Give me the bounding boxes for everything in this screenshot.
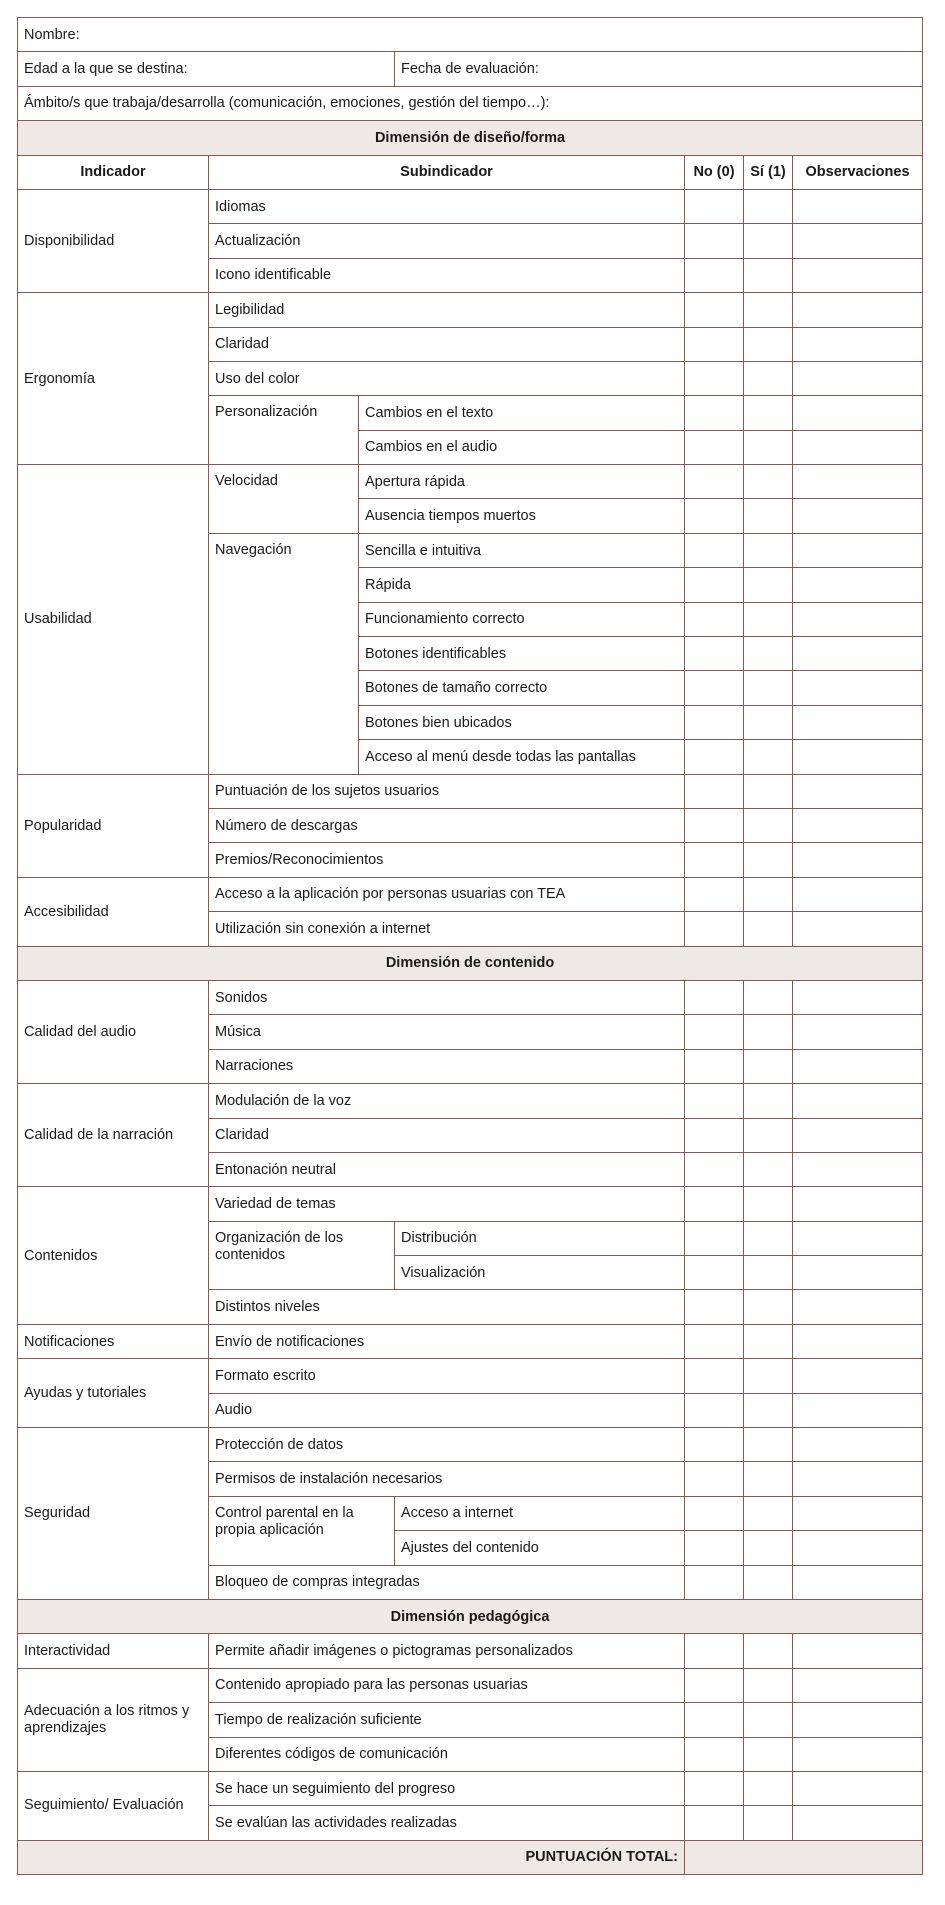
subindicator-label: Icono identificable [209,258,685,292]
subindicator-label: Distintos niveles [209,1290,685,1324]
observaciones-cell[interactable] [793,1462,923,1496]
observaciones-cell[interactable] [793,361,923,395]
observaciones-cell[interactable] [793,1221,923,1255]
observaciones-cell[interactable] [793,189,923,223]
score-no-cell[interactable] [685,1152,744,1186]
score-no-cell[interactable] [685,705,744,739]
subindicator-detail-label: Rápida [359,568,685,602]
score-no-cell[interactable] [685,189,744,223]
score-si-cell[interactable] [744,1221,793,1255]
subindicator-label: Sonidos [209,980,685,1014]
score-si-cell[interactable] [744,327,793,361]
score-si-cell[interactable] [744,1634,793,1668]
observaciones-cell[interactable] [793,1428,923,1462]
observaciones-cell[interactable] [793,843,923,877]
score-no-cell[interactable] [685,430,744,464]
subindicator-detail-label: Acceso al menú desde todas las pantallas [359,740,685,774]
observaciones-cell[interactable] [793,1634,923,1668]
score-si-cell[interactable] [744,1015,793,1049]
table-row [18,980,923,1014]
score-no-cell[interactable] [685,740,744,774]
observaciones-cell[interactable] [793,912,923,946]
score-no-cell[interactable] [685,293,744,327]
observaciones-cell[interactable] [793,568,923,602]
score-no-cell[interactable] [685,533,744,567]
score-no-cell[interactable] [685,224,744,258]
table-row [18,189,923,223]
observaciones-cell[interactable] [793,671,923,705]
score-no-cell[interactable] [685,258,744,292]
subindicator-label: Idiomas [209,189,685,223]
indicator-label: Seguimiento/ Evaluación [18,1771,209,1840]
score-si-cell[interactable] [744,1703,793,1737]
subindicator-detail-label: Visualización [395,1256,685,1290]
observaciones-cell[interactable] [793,465,923,499]
subindicator-detail-label: Botones bien ubicados [359,705,685,739]
subindicator-group-label: Personalización [209,396,359,465]
observaciones-cell[interactable] [793,1118,923,1152]
score-no-cell[interactable] [685,568,744,602]
score-si-cell[interactable] [744,430,793,464]
table-row [18,1668,923,1702]
subindicator-label: Bloqueo de compras integradas [209,1565,685,1599]
subindicator-label: Formato escrito [209,1359,685,1393]
score-si-cell[interactable] [744,671,793,705]
subindicator-label: Utilización sin conexión a internet [209,912,685,946]
observaciones-cell[interactable] [793,808,923,842]
score-si-cell[interactable] [744,843,793,877]
dimension-header: Dimensión de diseño/forma [18,121,923,155]
subindicator-label: Diferentes códigos de comunicación [209,1737,685,1771]
score-si-cell[interactable] [744,1771,793,1805]
table-row [18,1324,923,1358]
observaciones-cell[interactable] [793,1324,923,1358]
score-si-cell[interactable] [744,189,793,223]
score-si-cell[interactable] [744,1737,793,1771]
score-si-cell[interactable] [744,877,793,911]
subindicator-group-label: Navegación [209,533,359,774]
subindicator-detail-label: Distribución [395,1221,685,1255]
score-si-cell[interactable] [744,1049,793,1083]
subindicator-label: Se evalúan las actividades realizadas [209,1806,685,1840]
score-no-cell[interactable] [685,1668,744,1702]
observaciones-cell[interactable] [793,1290,923,1324]
observaciones-cell[interactable] [793,1187,923,1221]
observaciones-cell[interactable] [793,1565,923,1599]
subindicator-detail-label: Sencilla e intuitiva [359,533,685,567]
score-no-cell[interactable] [685,1084,744,1118]
score-no-cell[interactable] [685,1118,744,1152]
score-si-cell[interactable] [744,1324,793,1358]
indicator-label: Contenidos [18,1187,209,1325]
observaciones-cell[interactable] [793,258,923,292]
subindicator-label: Claridad [209,1118,685,1152]
column-header-no: No (0) [685,155,744,189]
score-no-cell[interactable] [685,1290,744,1324]
score-no-cell[interactable] [685,1359,744,1393]
subindicator-label: Acceso a la aplicación por personas usuarias con TEA [209,877,685,911]
subindicator-label: Envío de notificaciones [209,1324,685,1358]
score-si-cell[interactable] [744,1531,793,1565]
observaciones-cell[interactable] [793,293,923,327]
indicator-label: Ergonomía [18,293,209,465]
subindicator-label: Puntuación de los sujetos usuarios [209,774,685,808]
table-row [18,465,923,499]
score-si-cell[interactable] [744,808,793,842]
score-si-cell[interactable] [744,1187,793,1221]
observaciones-cell[interactable] [793,705,923,739]
observaciones-cell[interactable] [793,740,923,774]
score-si-cell[interactable] [744,258,793,292]
column-header-observaciones: Observaciones [793,155,923,189]
table-row [18,1084,923,1118]
table-row [18,1187,923,1221]
subindicator-label: Claridad [209,327,685,361]
subindicator-label: Audio [209,1393,685,1427]
score-no-cell[interactable] [685,1221,744,1255]
column-header-subindicador: Subindicador [209,155,685,189]
score-no-cell[interactable] [685,808,744,842]
subindicator-label: Variedad de temas [209,1187,685,1221]
score-si-cell[interactable] [744,396,793,430]
evaluation-form-table [17,17,923,1875]
observaciones-cell[interactable] [793,1703,923,1737]
score-no-cell[interactable] [685,877,744,911]
observaciones-cell[interactable] [793,1015,923,1049]
indicator-label: Accesibilidad [18,877,209,946]
table-row [18,1634,923,1668]
subindicator-detail-label: Botones de tamaño correcto [359,671,685,705]
indicator-label: Notificaciones [18,1324,209,1358]
score-si-cell[interactable] [744,705,793,739]
indicator-label: Popularidad [18,774,209,877]
score-no-cell[interactable] [685,1049,744,1083]
score-si-cell[interactable] [744,1290,793,1324]
score-si-cell[interactable] [744,1806,793,1840]
score-no-cell[interactable] [685,1565,744,1599]
subindicator-group-label: Velocidad [209,465,359,534]
score-si-cell[interactable] [744,637,793,671]
score-no-cell[interactable] [685,671,744,705]
score-no-cell[interactable] [685,1531,744,1565]
score-si-cell[interactable] [744,533,793,567]
subindicator-label: Entonación neutral [209,1152,685,1186]
total-value-cell[interactable] [685,1840,923,1874]
score-no-cell[interactable] [685,1771,744,1805]
observaciones-cell[interactable] [793,602,923,636]
score-no-cell[interactable] [685,465,744,499]
score-no-cell[interactable] [685,1806,744,1840]
score-no-cell[interactable] [685,499,744,533]
score-si-cell[interactable] [744,1152,793,1186]
score-si-cell[interactable] [744,1118,793,1152]
dimension-header: Dimensión pedagógica [18,1599,923,1633]
observaciones-cell[interactable] [793,774,923,808]
column-header-indicador: Indicador [18,155,209,189]
subindicator-group-label: Organización de los contenidos [209,1221,395,1290]
table-row [18,877,923,911]
observaciones-cell[interactable] [793,430,923,464]
observaciones-cell[interactable] [793,1359,923,1393]
score-no-cell[interactable] [685,1703,744,1737]
indicator-label: Adecuación a los ritmos y aprendizajes [18,1668,209,1771]
subindicator-label: Premios/Reconocimientos [209,843,685,877]
score-si-cell[interactable] [744,1668,793,1702]
subindicator-detail-label: Cambios en el texto [359,396,685,430]
score-si-cell[interactable] [744,1393,793,1427]
score-no-cell[interactable] [685,1015,744,1049]
subindicator-label: Narraciones [209,1049,685,1083]
table-row [18,1771,923,1805]
subindicator-detail-label: Botones identificables [359,637,685,671]
table-row [18,1359,923,1393]
observaciones-cell[interactable] [793,1806,923,1840]
indicator-label: Calidad del audio [18,980,209,1083]
fecha-field[interactable]: Fecha de evaluación: [395,52,923,86]
observaciones-cell[interactable] [793,1256,923,1290]
score-si-cell[interactable] [744,1496,793,1530]
observaciones-cell[interactable] [793,1152,923,1186]
score-si-cell[interactable] [744,980,793,1014]
subindicator-detail-label: Cambios en el audio [359,430,685,464]
subindicator-detail-label: Funcionamiento correcto [359,602,685,636]
score-no-cell[interactable] [685,1187,744,1221]
subindicator-label: Música [209,1015,685,1049]
table-row [18,1428,923,1462]
subindicator-label: Contenido apropiado para las personas usuarias [209,1668,685,1702]
score-si-cell[interactable] [744,912,793,946]
score-si-cell[interactable] [744,293,793,327]
score-no-cell[interactable] [685,361,744,395]
score-no-cell[interactable] [685,774,744,808]
observaciones-cell[interactable] [793,1668,923,1702]
score-no-cell[interactable] [685,1462,744,1496]
observaciones-cell[interactable] [793,1531,923,1565]
total-row [18,1840,923,1874]
subindicator-detail-label: Acceso a internet [395,1496,685,1530]
score-si-cell[interactable] [744,602,793,636]
indicator-label: Seguridad [18,1428,209,1600]
subindicator-label: Tiempo de realización suficiente [209,1703,685,1737]
score-si-cell[interactable] [744,361,793,395]
subindicator-label: Actualización [209,224,685,258]
observaciones-cell[interactable] [793,1737,923,1771]
score-si-cell[interactable] [744,740,793,774]
score-si-cell[interactable] [744,1565,793,1599]
subindicator-label: Protección de datos [209,1428,685,1462]
score-no-cell[interactable] [685,396,744,430]
subindicator-label: Permisos de instalación necesarios [209,1462,685,1496]
indicator-label: Usabilidad [18,465,209,775]
subindicator-label: Legibilidad [209,293,685,327]
subindicator-label: Uso del color [209,361,685,395]
subindicator-label: Se hace un seguimiento del progreso [209,1771,685,1805]
observaciones-cell[interactable] [793,980,923,1014]
indicator-label: Ayudas y tutoriales [18,1359,209,1428]
observaciones-cell[interactable] [793,1496,923,1530]
score-si-cell[interactable] [744,568,793,602]
nombre-field[interactable]: Nombre: [18,18,923,52]
indicator-label: Disponibilidad [18,189,209,292]
ambito-field[interactable]: Ámbito/s que trabaja/desarrolla (comunicación, emociones, gestión del tiempo…): [18,86,923,120]
score-no-cell[interactable] [685,1496,744,1530]
observaciones-cell[interactable] [793,877,923,911]
score-no-cell[interactable] [685,1634,744,1668]
score-no-cell[interactable] [685,637,744,671]
score-no-cell[interactable] [685,843,744,877]
score-si-cell[interactable] [744,1256,793,1290]
observaciones-cell[interactable] [793,1084,923,1118]
total-label: PUNTUACIÓN TOTAL: [18,1840,685,1874]
score-si-cell[interactable] [744,1084,793,1118]
score-no-cell[interactable] [685,980,744,1014]
indicator-label: Calidad de la narración [18,1084,209,1187]
score-no-cell[interactable] [685,1256,744,1290]
observaciones-cell[interactable] [793,396,923,430]
column-header-si: Sí (1) [744,155,793,189]
edad-field[interactable]: Edad a la que se destina: [18,52,395,86]
observaciones-cell[interactable] [793,1771,923,1805]
indicator-label: Interactividad [18,1634,209,1668]
score-no-cell[interactable] [685,602,744,636]
subindicator-label: Número de descargas [209,808,685,842]
table-row [18,293,923,327]
score-si-cell[interactable] [744,1462,793,1496]
score-si-cell[interactable] [744,224,793,258]
score-si-cell[interactable] [744,774,793,808]
table-row [18,774,923,808]
observaciones-cell[interactable] [793,1049,923,1083]
subindicator-label: Permite añadir imágenes o pictogramas personalizados [209,1634,685,1668]
dimension-header: Dimensión de contenido [18,946,923,980]
score-no-cell[interactable] [685,1737,744,1771]
subindicator-label: Modulación de la voz [209,1084,685,1118]
observaciones-cell[interactable] [793,327,923,361]
score-no-cell[interactable] [685,1428,744,1462]
score-no-cell[interactable] [685,1324,744,1358]
score-no-cell[interactable] [685,1393,744,1427]
score-no-cell[interactable] [685,327,744,361]
observaciones-cell[interactable] [793,533,923,567]
observaciones-cell[interactable] [793,1393,923,1427]
score-no-cell[interactable] [685,912,744,946]
score-si-cell[interactable] [744,499,793,533]
subindicator-detail-label: Ajustes del contenido [395,1531,685,1565]
subindicator-detail-label: Ausencia tiempos muertos [359,499,685,533]
subindicator-detail-label: Apertura rápida [359,465,685,499]
score-si-cell[interactable] [744,1428,793,1462]
score-si-cell[interactable] [744,1359,793,1393]
subindicator-group-label: Control parental en la propia aplicación [209,1496,395,1565]
observaciones-cell[interactable] [793,637,923,671]
score-si-cell[interactable] [744,465,793,499]
observaciones-cell[interactable] [793,224,923,258]
observaciones-cell[interactable] [793,499,923,533]
